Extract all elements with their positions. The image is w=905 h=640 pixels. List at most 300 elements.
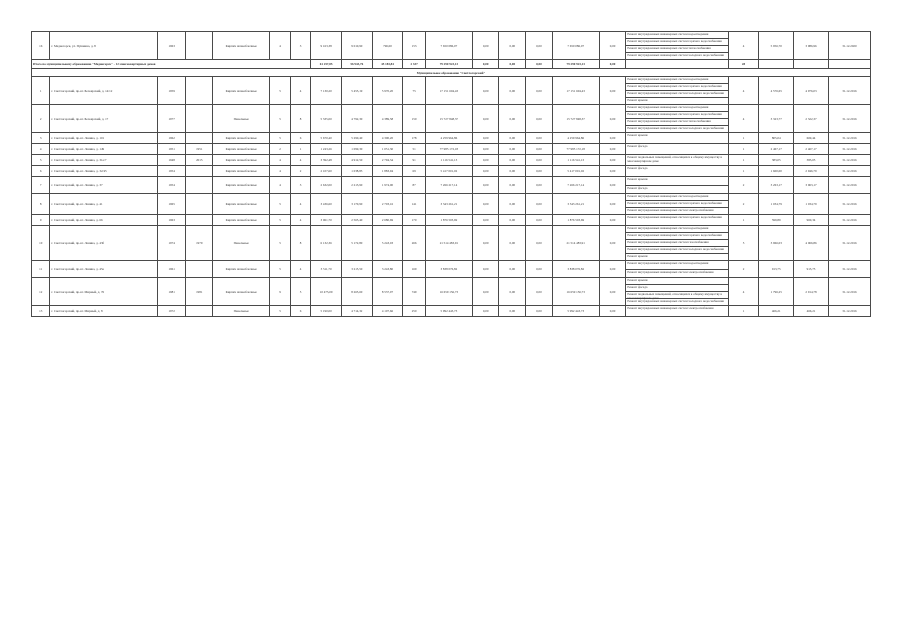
work-item: Ремонт внутридомовых инженерных систем электроснабжения [626,207,727,214]
table-row [32,166,871,177]
cell-area3: 5 243,03 [372,226,403,261]
cell-cost2: 3 838 076,82 [552,261,599,278]
cell-f1: 0,00 [472,278,499,306]
cell-f1: 0,00 [472,177,499,194]
cell-f1: 0,00 [472,144,499,155]
cell-material: Кирпич шлакоблочные [213,194,270,215]
cell-area3: 4 389,58 [372,105,403,133]
cell-entrances: 4 [290,155,310,166]
section-row [32,69,871,77]
cell-area2: 4 912,50 [341,155,372,166]
cell-f1: 0,00 [472,105,499,133]
cell-year: 1981 [157,278,186,306]
cell-works [626,77,728,105]
cell-date: 31.12.2016 [828,155,870,166]
total-wcount: 28 [728,60,759,69]
cell-residents: 87 [403,177,426,194]
cell-floors: 5 [270,215,290,226]
cell-f4: 0,00 [599,77,626,105]
cell-year: 1954 [157,177,186,194]
work-item: Ремонт внутридомовых инженерных систем газоснабжения [626,239,727,246]
cell-floors: 9 [270,278,290,306]
cell-v2: 3 963,17 [794,177,829,194]
cell-works [626,306,728,317]
work-item: Ремонт крыши [627,177,648,181]
cell-material: Кирпич шлакоблочные [213,278,270,306]
cell-num: 13 [32,306,50,317]
cell-year2: 1951 [186,144,213,155]
cell-date: 31.12.2016 [828,144,870,155]
cell-entrances: 3 [290,32,310,60]
cell-year2: 1981 [186,278,213,306]
cell-f1: 0,00 [472,155,499,166]
cell-address: г. Светлогорский, пр-кт. Ленина, д. 32/45 [50,166,157,177]
cell-area2: 5 172,80 [341,226,372,261]
cell-works [626,226,728,261]
cell-material: Кирпич шлакоблочные [213,177,270,194]
cell-f1: 0,00 [472,32,499,60]
cell-total-area: 6 132,36 [311,226,342,261]
cell-f1: 0,00 [472,306,499,317]
cell-f3: 0,00 [526,226,553,261]
work-item: Ремонт внутридомовых инженерных систем теплоснабжения [626,118,727,125]
work-item: Ремонт фасада [627,144,648,148]
cell-total-area: 5 335,00 [311,105,342,133]
cell-v2: 669,44 [794,133,829,144]
cell-wcount: 4 [728,105,759,133]
cell-f2: 0,00 [499,105,526,133]
cell-floors: 5 [270,105,290,133]
cell-entrances: 5 [290,278,310,306]
cell-f4: 0,00 [599,133,626,144]
cell-v2: 1 034,79 [794,194,829,215]
cell-f3: 0,00 [526,278,553,306]
cell-year: 1951 [157,144,186,155]
work-item: Ремонт внутридомовых инженерных систем холодного водоснабжения [626,52,727,59]
cell-num: 11 [32,261,50,278]
cell-num: 6 [32,166,50,177]
cell-f3: 0,00 [526,105,553,133]
cell-area2: 8 265,60 [341,278,372,306]
cell-floors: 4 [270,32,290,60]
cell-year: 1977 [157,105,186,133]
cell-year2 [186,105,213,133]
cell-v2: 2 914,78 [794,278,829,306]
cell-area2: 2 213,90 [341,177,372,194]
cell-floors: 5 [270,226,290,261]
cell-num: 10 [32,226,50,261]
cell-entrances: 4 [290,77,310,105]
table-row [32,133,871,144]
cell-address: г. Светлогорский, пр-кт. Ленина, д. 149 [50,144,157,155]
cell-area2: 3 215,50 [341,261,372,278]
cell-date: 31.12.2016 [828,177,870,194]
cell-cost2: 4 259 964,86 [552,133,599,144]
cell-wcount: 4 [728,77,759,105]
cell-floors: 5 [270,261,290,278]
cell-address: г. Светлогорский, пр-кт. Мирный, д. 76 [50,278,157,306]
total-f2: 0,00 [499,60,526,69]
cell-residents: 69 [403,166,426,177]
cell-f3: 0,00 [526,194,553,215]
cell-cost2: 17 151 604,43 [552,77,599,105]
total-empty [759,60,794,69]
cell-f3: 0,00 [526,144,553,155]
total-cost2: 79 290 923,13 [552,60,599,69]
cell-num: 1 [32,77,50,105]
work-item: Ремонт крыши [626,253,727,260]
cell-year: 1963 [157,32,186,60]
cell-wcount: 2 [728,194,759,215]
cell-date: 31.12.2016 [828,278,870,306]
cell-residents: 150 [403,105,426,133]
cell-works [626,215,728,226]
cell-area3: 1 051,30 [372,144,403,155]
cell-wcount: 1 [728,144,759,155]
cell-year: 1974 [157,226,186,261]
cell-f3: 0,00 [526,133,553,144]
cell-residents: 250 [403,306,426,317]
cell-floors: 4 [270,177,290,194]
cell-year2 [186,77,213,105]
table-row [32,105,871,133]
work-item: Ремонт внутридомовых инженерных систем холодного водоснабжения [626,298,727,305]
document-sheet [31,31,871,317]
cell-works [626,194,728,215]
total-f4: 0,00 [599,60,626,69]
table-row [32,77,871,105]
cell-wcount: 4 [728,32,759,60]
cell-f3: 0,00 [526,215,553,226]
cell-v1: 2 467,17 [759,144,794,155]
cell-material: Кирпич шлакоблочные [213,144,270,155]
cell-v1: 5 956,70 [759,32,794,60]
table-row [32,261,871,278]
cell-works [626,105,728,133]
cell-f4: 0,00 [599,105,626,133]
work-item: Ремонт внутридомовых инженерных систем электроснабжения [627,306,714,310]
cell-material: Кирпич шлакоблочные [213,77,270,105]
cell-wcount: 1 [728,133,759,144]
cell-floors: 4 [270,166,290,177]
cell-total-area: 3 436,60 [311,194,342,215]
cell-v1: 3 323,77 [759,105,794,133]
cell-f4: 0,00 [599,226,626,261]
cell-address: г. Светлогорский, пр-кт. Ленина, д. 101 [50,133,157,144]
cell-material: Панельные [213,226,270,261]
cell-area3: 8 537,07 [372,278,403,306]
cell-works [626,166,728,177]
cell-material: Кирпич шлакоблочные [213,215,270,226]
work-item: Ремонт внутридомовых инженерных систем водоотведения [627,261,709,265]
cell-cost2: 1 116 541,13 [552,155,599,166]
table-row [32,144,871,155]
work-item: Ремонт внутридомовых инженерных систем горячего водоснабжения [626,38,727,45]
cell-v1: 3 966,03 [759,226,794,261]
cell-residents: 75 [403,77,426,105]
cell-f3: 0,00 [526,261,553,278]
cell-cost: 4 259 964,86 [425,133,472,144]
cell-wcount: 1 [728,215,759,226]
cell-material: Кирпич шлакоблочные [213,32,270,60]
cell-wcount: 5 [728,226,759,261]
work-item: Ремонт внутридомовых инженерных систем горячего водоснабжения [627,215,722,219]
cell-date: 31.12.2016 [828,261,870,278]
cell-date: 31.12.2016 [828,215,870,226]
capital-repair-table [31,31,871,317]
cell-address: г. Светлогорский, пр-кт. Ленина, д. 37 [50,177,157,194]
cell-num: 8 [32,194,50,215]
cell-f3: 0,00 [526,155,553,166]
cell-cost: 1 876 503,69 [425,215,472,226]
cell-cost: 7 650 086,07 [425,32,472,60]
cell-year2 [186,306,213,317]
cell-f4: 0,00 [599,166,626,177]
cell-v2: 960,34 [794,215,829,226]
cell-wcount: 2 [728,177,759,194]
cell-date: 31.12.2016 [828,166,870,177]
section-title: Муниципальное образование "Светлогорский" [32,69,871,77]
cell-cost: 3 838 076,82 [425,261,472,278]
cell-date: 31.12.2016 [828,105,870,133]
cell-works [626,133,728,144]
cell-entrances: 8 [290,105,310,133]
cell-f4: 0,00 [599,278,626,306]
total-area3: 45 183,84 [372,60,403,69]
cell-wcount: 2 [728,261,759,278]
work-item: Ремонт внутридомовых инженерных систем теплоснабжения [626,45,727,52]
work-item: Ремонт фасада [627,166,648,170]
cell-cost: 21 514 483,91 [425,226,472,261]
cell-residents: 178 [403,133,426,144]
cell-f1: 0,00 [472,194,499,215]
table-row [32,155,871,166]
cell-total-area: 10 475,09 [311,278,342,306]
cell-f4: 0,00 [599,215,626,226]
table-row [32,194,871,215]
cell-cost: 17 151 604,43 [425,77,472,105]
cell-f4: 0,00 [599,306,626,317]
cell-num: 12 [32,278,50,306]
cell-year2 [186,215,213,226]
cell-entrances: 8 [290,226,310,261]
cell-area2: 4 714,32 [341,306,372,317]
cell-v2: 4 976,03 [794,77,829,105]
cell-v1: 466,21 [759,306,794,317]
work-item: Ремонт внутридомовых инженерных систем водоотведения [627,194,709,198]
cell-total-area: 2 107,60 [311,166,342,177]
cell-v1: 1 796,25 [759,278,794,306]
cell-address: г. Медногорск, ул. Пушкина, д. 8 [50,32,157,60]
cell-f2: 0,00 [499,166,526,177]
work-item: Ремонт внутридомовых инженерных систем электроснабжения [626,269,727,278]
cell-area2: 2 565,40 [341,215,372,226]
cell-v1: 383,05 [759,155,794,166]
cell-f2: 0,00 [499,133,526,144]
work-item: Ремонт внутридомовых инженерных систем холодного водоснабжения [626,125,727,132]
cell-residents: 141 [403,194,426,215]
cell-year: 1959 [157,77,186,105]
work-item: Ремонт внутридомовых инженерных систем водоотведения [627,105,709,109]
cell-area3: 1 883,94 [372,166,403,177]
work-item: Ремонт внутридомовых инженерных систем горячего водоснабжения [626,200,727,207]
cell-area2: 1 038,83 [341,166,372,177]
cell-f4: 0,00 [599,144,626,155]
cell-area3: 4 300,20 [372,133,403,144]
cell-entrances: 1 [290,144,310,155]
cell-area3: 4 107,66 [372,306,403,317]
cell-v1: 913,75 [759,261,794,278]
cell-year2: 1979 [186,226,213,261]
cell-works [626,278,728,306]
cell-v1: 805,04 [759,133,794,144]
cell-address: г. Светлогорский, пр-кт. Белоярский, д. 17 [50,105,157,133]
cell-year2: 2015 [186,155,213,166]
total-residents: 2 337 [403,60,426,69]
cell-num: 5 [32,155,50,166]
cell-v1: 1 600,00 [759,166,794,177]
cell-floors: 5 [270,133,290,144]
cell-works [626,155,728,166]
cell-date: 31.12.2016 [828,226,870,261]
cell-v2: 2 467,17 [794,144,829,155]
cell-works [626,32,728,60]
total-label: Итого по муниципальному образованию "Медногорск" - 12 многоквартирных домов [32,60,311,69]
cell-cost: 7 266 217,14 [425,177,472,194]
cell-v2: 913,75 [794,261,829,278]
cell-f3: 0,00 [526,306,553,317]
cell-residents: 169 [403,261,426,278]
cell-entrances: 3 [290,177,310,194]
cell-num: 7 [32,177,50,194]
cell-entrances: 6 [290,133,310,144]
cell-f1: 0,00 [472,215,499,226]
cell-num: 3 [32,133,50,144]
cell-residents: 749 [403,278,426,306]
cell-year: 1962 [157,133,186,144]
cell-area2: 9 010,90 [341,32,372,60]
cell-v1: 599,89 [759,215,794,226]
cell-f2: 0,00 [499,155,526,166]
cell-year2 [186,261,213,278]
cell-f1: 0,00 [472,77,499,105]
cell-cost2: 7 650 086,07 [552,32,599,60]
cell-total-area: 3 392,48 [311,155,342,166]
cell-v2: 466,21 [794,306,829,317]
cell-address: г. Светлогорский, пр-кт. Ленина, д. 43б [50,226,157,261]
cell-total-area: 7 130,20 [311,77,342,105]
cell-entrances: 4 [290,194,310,215]
cell-f2: 0,00 [499,306,526,317]
cell-cost: 5 417 001,02 [425,166,472,177]
cell-date: 31.12.2020 [828,32,870,60]
cell-total-area: 2 632,00 [311,177,342,194]
cell-material: Панельные [213,105,270,133]
cell-cost: 5 992 443,73 [425,306,472,317]
cell-material: Кирпич шлакоблочные [213,261,270,278]
cell-num: 2 [32,105,50,133]
cell-cost2: 77 985 172,18 [552,144,599,155]
cell-floors: 5 [270,194,290,215]
cell-works [626,177,728,194]
total-empty [794,60,829,69]
cell-cost2: 21 514 483,91 [552,226,599,261]
cell-cost: 1 116 541,13 [425,155,472,166]
table-row [32,177,871,194]
cell-v1: 3 263,17 [759,177,794,194]
cell-f2: 0,00 [499,77,526,105]
cell-date: 31.12.2016 [828,194,870,215]
work-item: Ремонт внутридомовых инженерных систем горячего водоснабжения [626,83,727,90]
cell-entrances: 6 [290,306,310,317]
cell-floors: 5 [270,77,290,105]
table-row [32,278,871,306]
cell-f1: 0,00 [472,133,499,144]
work-item: Ремонт крыши [627,278,648,282]
cell-f4: 0,00 [599,194,626,215]
work-item: Ремонт фасада [626,185,727,194]
cell-residents: 153 [403,32,426,60]
work-item: Ремонт внутридомовых инженерных систем водоотведения [627,226,709,230]
cell-address: г. Светлогорский, пр-кт. Ленина, д. 45а [50,261,157,278]
cell-year: 1965 [157,194,186,215]
cell-year: 1948 [157,155,186,166]
cell-floors: 5 [270,306,290,317]
cell-v2: 4 066,86 [794,226,829,261]
cell-address: г. Светлогорский, пр-кт. Ленина, д. 66 [50,215,157,226]
cell-v2: 383,05 [794,155,829,166]
work-item: Ремонт внутридомовых инженерных систем горячего водоснабжения [626,111,727,118]
total-works-empty [626,60,728,69]
cell-area2: 3 170,90 [341,194,372,215]
cell-year2 [186,194,213,215]
cell-total-area: 9 163,38 [311,32,342,60]
cell-f3: 0,00 [526,166,553,177]
cell-year2 [186,177,213,194]
cell-v1: 4 576,65 [759,77,794,105]
cell-material: Кирпич шлакоблочные [213,166,270,177]
cell-area3: 796,00 [372,32,403,60]
cell-f2: 0,00 [499,226,526,261]
cell-date: 31.12.2016 [828,77,870,105]
cell-area3: 1 974,00 [372,177,403,194]
cell-entrances: 4 [290,261,310,278]
total-f1: 0,00 [472,60,499,69]
cell-cost: 3 343 261,21 [425,194,472,215]
cell-address: г. Светлогорский, пр-кт. Ленина, д. 41 [50,194,157,215]
cell-f1: 0,00 [472,261,499,278]
cell-f4: 0,00 [599,177,626,194]
cell-cost2: 3 343 261,21 [552,194,599,215]
work-item: Ремонт подвальных помещений, относящихся к общему имуществу в многоквартирном доме [626,291,727,298]
cell-area2: 5 455,19 [341,77,372,105]
cell-total-area: 5 190,00 [311,306,342,317]
work-item: Ремонт крыши [627,133,648,137]
cell-num: 4 [32,144,50,155]
cell-wcount: 4 [728,278,759,306]
cell-entrances: 2 [290,166,310,177]
cell-cost: 16 659 156,73 [425,278,472,306]
cell-works [626,144,728,155]
cell-wcount: 1 [728,306,759,317]
cell-cost2: 1 876 503,69 [552,215,599,226]
cell-works [626,261,728,278]
total-f3: 0,00 [526,60,553,69]
work-item: Ремонт внутридомовых инженерных систем горячего водоснабжения [626,232,727,239]
cell-area3: 2 794,34 [372,155,403,166]
cell-f2: 0,00 [499,177,526,194]
cell-cost2: 5 417 001,02 [552,166,599,177]
